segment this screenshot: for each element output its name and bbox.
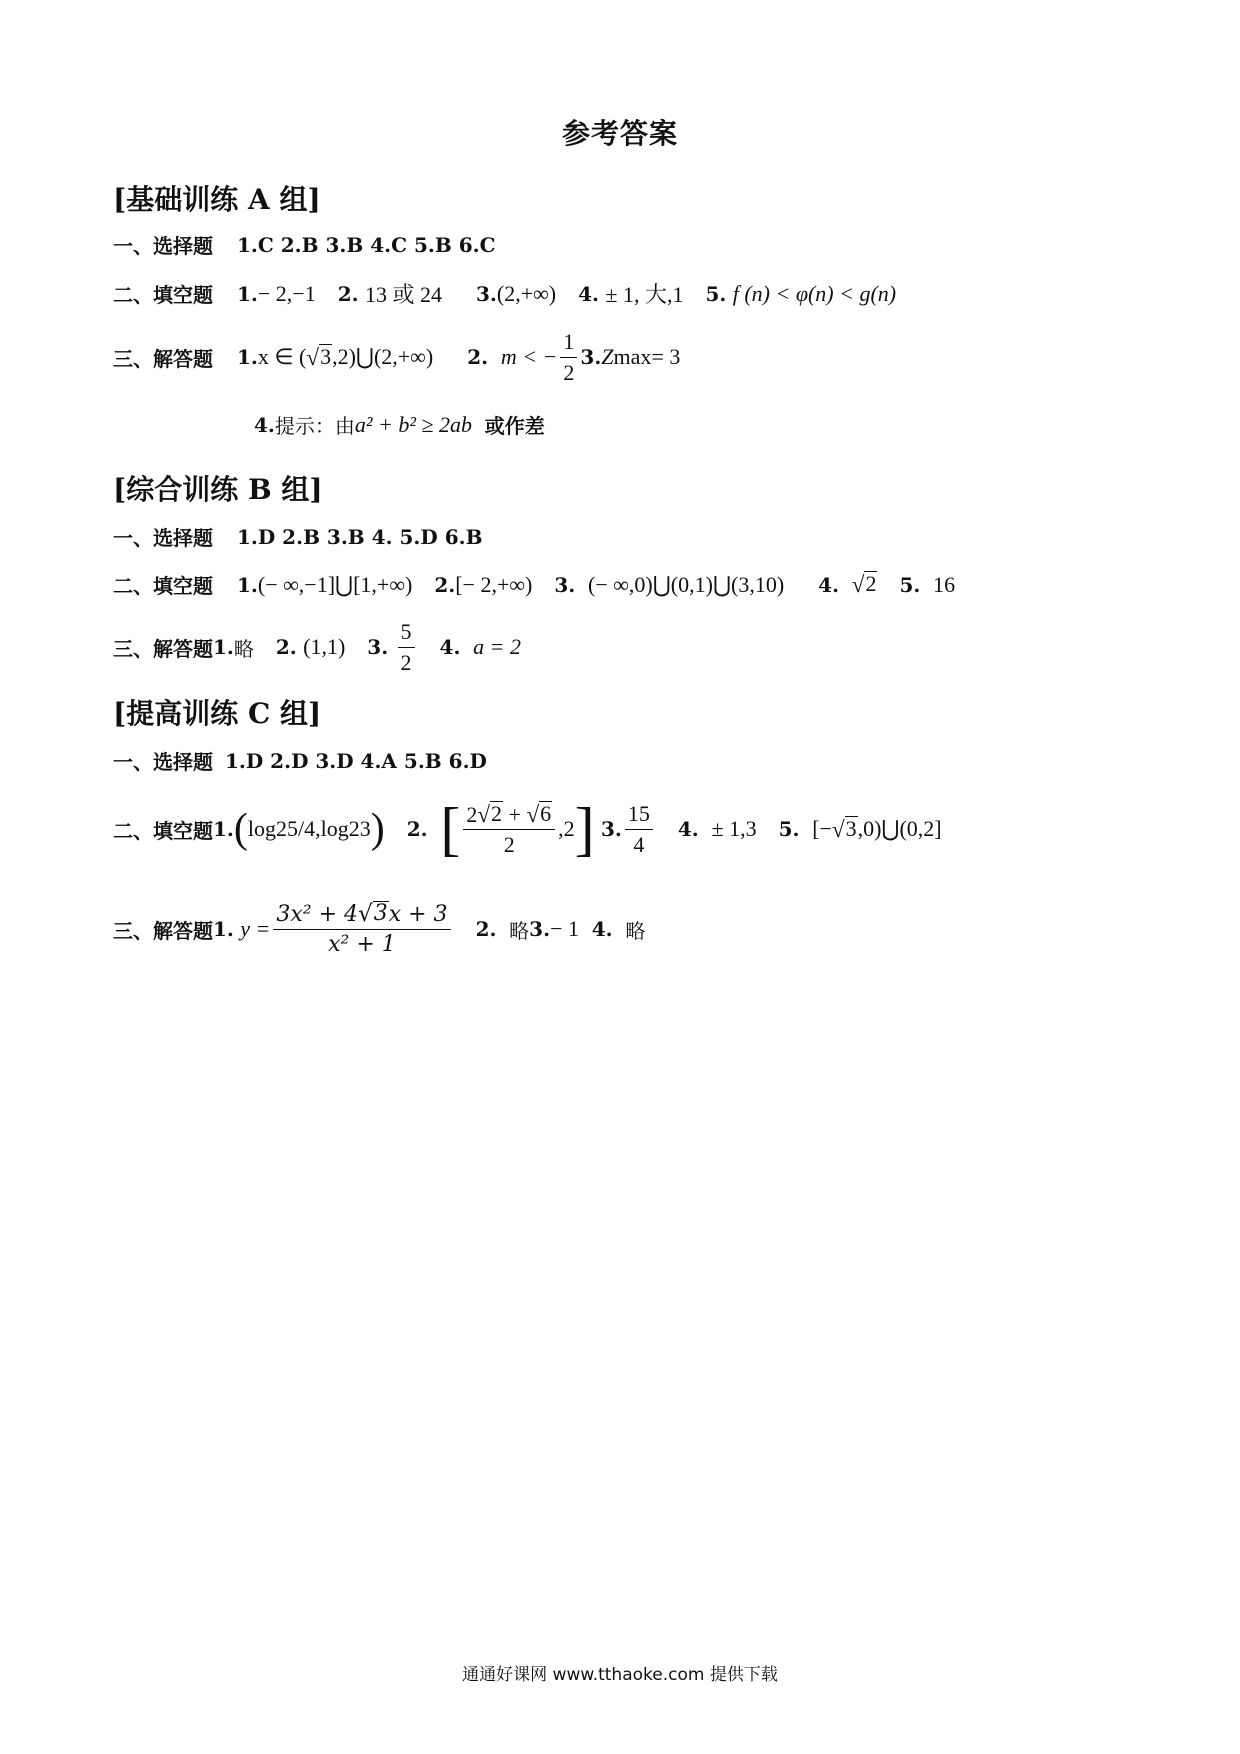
answer-text: log (247, 816, 277, 841)
q-number: 4. (591, 917, 613, 941)
q-number: 1. (237, 281, 258, 306)
answer-text: [− 2,+∞) (455, 571, 533, 597)
answer-text: ,2 (558, 816, 575, 841)
solve-label: 三、解答题 (113, 636, 213, 661)
q-number: 3. (529, 917, 551, 941)
answer-text: ± 1,3 (711, 816, 757, 841)
fill-label: 二、填空题 (113, 574, 213, 598)
answer-text: 略 (625, 918, 646, 943)
q-number: 3. (367, 635, 389, 659)
group-c-heading: [提高训练 C 组] (113, 697, 322, 730)
q-number: 1. (237, 345, 258, 369)
q-number: 1. (213, 635, 234, 659)
choice-answers: 1.D 2.B 3.B 4. 5.D 6.B (237, 524, 483, 549)
superscript: 5/4 (287, 816, 316, 841)
fraction: $\frac{15}{4}$ (625, 801, 653, 857)
q-number: 4. (677, 817, 699, 841)
answer-text: Z (601, 344, 614, 369)
answer-text: ,0)⋃(0,2] (857, 816, 942, 841)
group-a-choice-row (113, 230, 496, 259)
fraction: 3x² + 4 √ 3 x + 3 x² + 1 (273, 901, 450, 958)
answer-text: 略 (233, 636, 254, 661)
footer-credit: 通通好课网 www.tthaoke.com 提供下载 (462, 1665, 778, 1685)
answer-text: ± 1, 大,1 (605, 282, 684, 307)
q-number: 3. (475, 281, 497, 306)
group-b-heading: [综合训练 B 组] (113, 473, 323, 506)
answer-text: [− (812, 816, 832, 841)
group-c-fill-row (113, 790, 942, 868)
answer-text: ,2)⋃(2,+∞) (332, 344, 434, 369)
answer-text: (− ∞,0)⋃(0,1)⋃(3,10) (588, 571, 785, 597)
group-a-heading: [基础训练 A 组] (113, 183, 321, 216)
sqrt-expression: √ 2 (851, 571, 877, 597)
group-c-solve-row (113, 890, 645, 968)
answer-text: ,log (315, 816, 349, 841)
left-bracket: [ (440, 795, 461, 862)
fraction: $\frac{1}{2}$ (560, 329, 577, 385)
answer-text: a = 2 (473, 634, 522, 659)
right-bracket: ] (574, 795, 595, 862)
answer-text: 或作差 (484, 414, 545, 438)
q-number: 5. (778, 817, 800, 841)
page-title: 参考答案 (561, 117, 678, 150)
answer-text: − 2,−1 (257, 280, 316, 306)
answer-text: (− ∞,−1]⋃[1,+∞) (257, 571, 413, 597)
group-a-solve-row (113, 328, 680, 386)
subscript: 2 (348, 816, 360, 841)
answer-text: 13 或 24 (364, 282, 442, 307)
superscript: 3 (359, 816, 371, 841)
q-number: 1. (213, 917, 234, 941)
q-number: 5. (899, 572, 921, 597)
solve-label: 三、解答题 (113, 918, 213, 943)
choice-answers: 1.D 2.D 3.D 4.A 5.B 6.D (225, 748, 487, 773)
group-b-fill-row (113, 570, 955, 599)
q-number: 2. (337, 281, 359, 306)
choice-answers: 1.C 2.B 3.B 4.C 5.B 6.C (237, 232, 496, 257)
group-c-choice-row (113, 746, 487, 775)
answer-text: 提示：由 (274, 414, 355, 438)
subscript: 2 (276, 816, 288, 841)
q-number: 5. (705, 281, 727, 306)
q-number: 3. (580, 345, 602, 369)
group-a-solve-row-2 (254, 410, 545, 439)
fraction: $\frac{5}{2}$ (398, 619, 415, 675)
answer-text: m < − (500, 344, 558, 369)
group-b-solve-row (113, 618, 521, 676)
q-number: 1. (213, 817, 234, 841)
answer-text: − 1 (550, 916, 579, 941)
answer-text: f (n) < φ(n) < g(n) (732, 280, 897, 306)
answer-text: 16 (933, 571, 956, 597)
choice-label: 一、选择题 (113, 234, 213, 258)
q-number: 3. (554, 572, 576, 597)
group-b-choice-row (113, 522, 483, 551)
fill-label: 二、填空题 (113, 283, 213, 307)
q-number: 3. (601, 817, 622, 841)
q-number: 4. (578, 281, 600, 306)
answer-text: (2,+∞) (496, 280, 557, 306)
answer-text: x ∈ ( (257, 344, 307, 369)
answer-text: 略 (509, 918, 530, 943)
answer-math: a² + b² ≥ 2ab (354, 411, 473, 437)
fraction: 2 √ 2 + √ 6 2 (463, 801, 555, 858)
q-number: 2. (475, 917, 497, 941)
q-number: 2. (275, 635, 297, 659)
right-paren: ) (370, 806, 385, 852)
q-number: 2. (434, 572, 456, 597)
group-a-fill-row (113, 278, 896, 309)
q-number: 2. (467, 345, 489, 369)
q-number: 2. (406, 817, 428, 841)
subscript: max (613, 344, 652, 369)
fill-label: 二、填空题 (113, 818, 213, 843)
left-paren: ( (233, 806, 248, 852)
answer-text: = 3 (651, 344, 681, 369)
q-number: 4. (439, 635, 461, 659)
choice-label: 一、选择题 (113, 750, 213, 774)
q-number: 4. (254, 412, 275, 437)
solve-label: 三、解答题 (113, 346, 213, 371)
q-number: 1. (237, 572, 258, 597)
choice-label: 一、选择题 (113, 526, 213, 550)
answer-text: (1,1) (303, 634, 346, 659)
answer-text: y = (240, 916, 271, 941)
q-number: 4. (818, 572, 840, 597)
sqrt-expression: √ 3 (831, 815, 857, 842)
sqrt-expression: √ 3 (306, 343, 332, 370)
